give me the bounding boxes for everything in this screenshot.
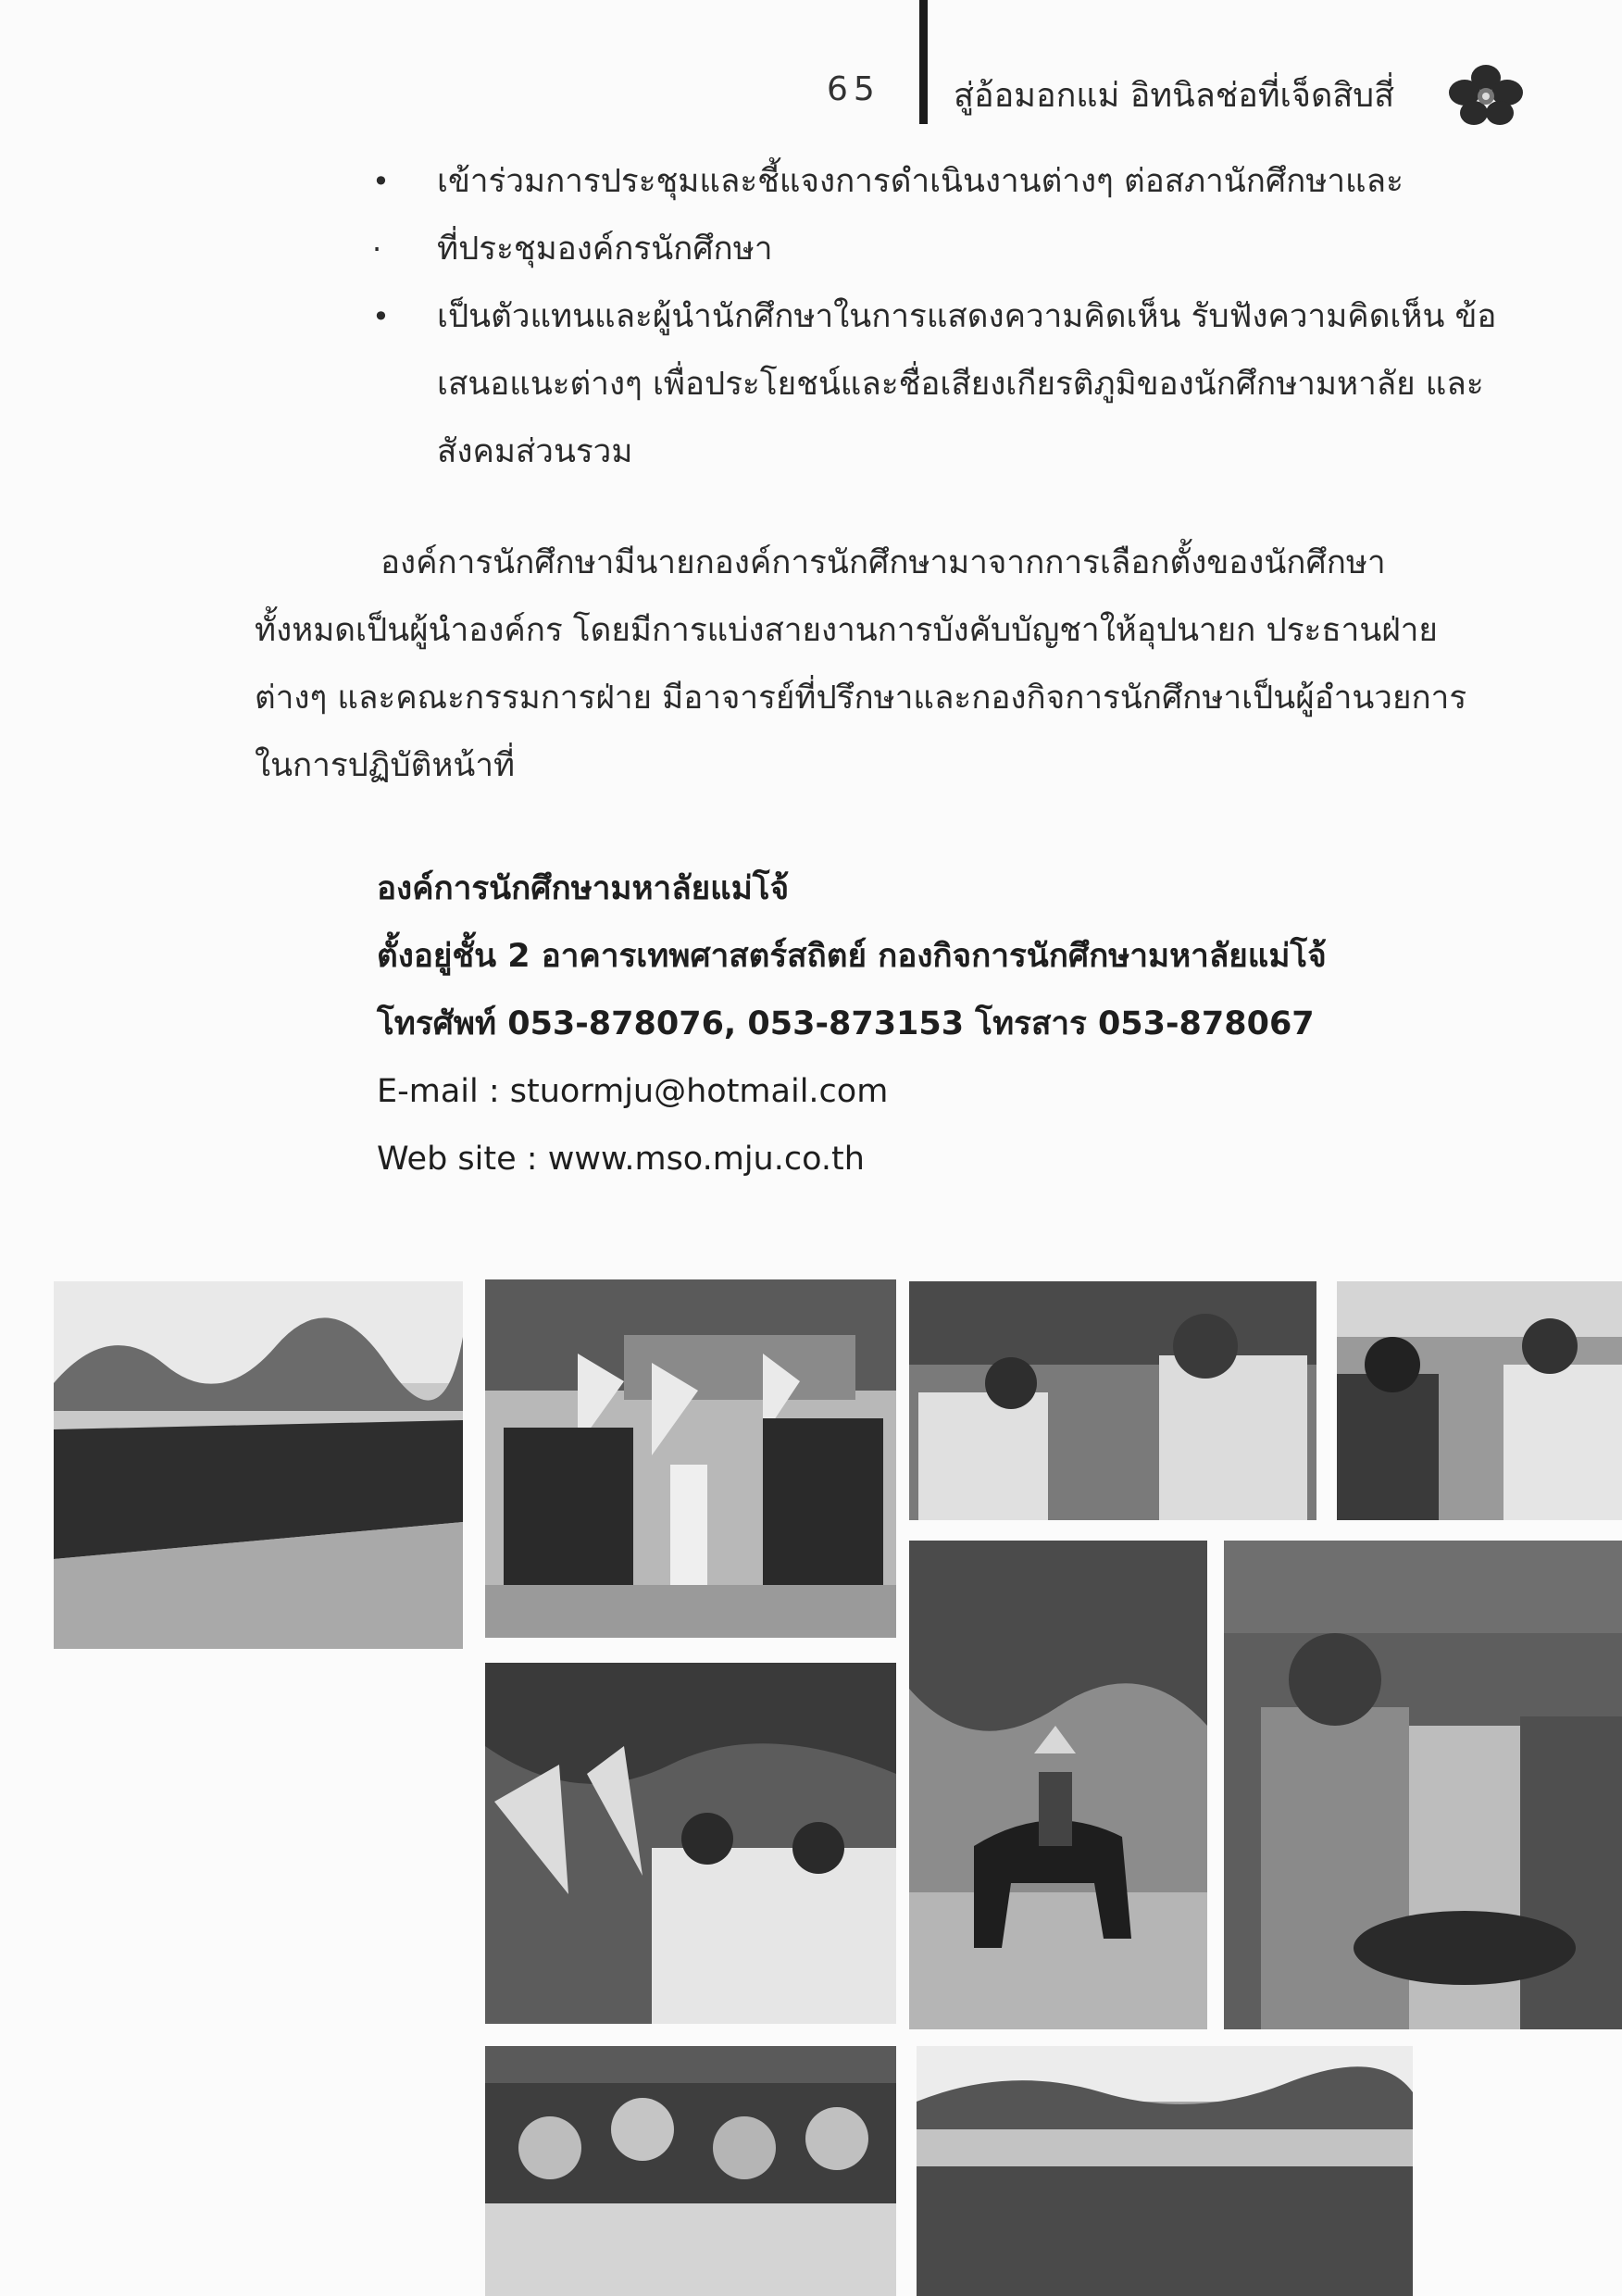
bullet-icon: • xyxy=(372,299,390,334)
body-paragraph: องค์การนักศึกษามีนายกองค์การนักศึกษามาจากการเลือกตั้งของนักศึกษาทั้งหมดเป็นผู้นำองค์กร โดยมีการแบ่งสายงานการบังคับบัญชาให้อุปนายก ประธานฝ่ายต่างๆ และคณะกรรมการฝ่าย มีอาจารย์ที่ปรึกษาและกองกิจการนักศึกษาเป็นผู้อำนวยการในการปฏิบัติหน้าที่ xyxy=(255,544,1467,784)
photo-flag-crowd xyxy=(485,1663,896,2024)
org-location: ตั้งอยู่ชั้น 2 อาคารเทพศาสตร์สถิตย์ กองกิจการนักศึกษามหาลัยแม่โจ้ xyxy=(377,938,1327,975)
flower-icon xyxy=(1444,61,1528,130)
photo-students-line xyxy=(54,1281,463,1649)
list-item xyxy=(366,148,1504,216)
org-name: องค์การนักศึกษามหาลัยแม่โจ้ xyxy=(377,870,790,907)
page-number: 65 xyxy=(827,70,880,108)
header-divider xyxy=(919,0,928,124)
book-title: สู่อ้อมอกแม่ อิทนิลช่อที่เจ็ดสิบสี่ xyxy=(954,77,1395,115)
photo-crowd-field xyxy=(917,2046,1413,2296)
org-email[interactable]: E-mail : stuormju@hotmail.com xyxy=(377,1073,889,1110)
org-website[interactable]: Web site : www.mso.mju.co.th xyxy=(377,1141,865,1178)
list-item-text: เป็นตัวแทนและผู้นำนักศึกษาในการแสดงความคิดเห็น รับฟังความคิดเห็น ข้อเสนอแนะต่างๆ เพื่อประโยชน์และชื่อเสียงเกียรติภูมิของนักศึกษามหาลัย และสังคมส่วนรวม xyxy=(437,298,1497,470)
bullet-icon: · xyxy=(372,231,382,267)
responsibilities-list xyxy=(366,148,1504,486)
contact-block xyxy=(377,855,1488,1193)
list-item xyxy=(366,283,1504,486)
bullet-icon: • xyxy=(372,164,390,199)
photo-students-greeting xyxy=(1337,1281,1622,1520)
photo-elder-ceremony xyxy=(1224,1541,1622,2029)
photo-horse-rider xyxy=(909,1541,1207,2029)
photo-flag-parade xyxy=(485,1279,896,1638)
org-phone: โทรศัพท์ 053-878076, 053-873153 โทรสาร 053-878067 xyxy=(377,1005,1315,1042)
photo-cheering-students xyxy=(485,2046,896,2296)
photo-blessing-ceremony xyxy=(909,1281,1316,1520)
list-item-text: ที่ประชุมองค์กรนักศึกษา xyxy=(437,231,773,268)
list-item-text: เข้าร่วมการประชุมและชี้แจงการดำเนินงานต่างๆ ต่อสภานักศึกษาและ xyxy=(437,163,1404,200)
list-item xyxy=(366,216,1504,283)
